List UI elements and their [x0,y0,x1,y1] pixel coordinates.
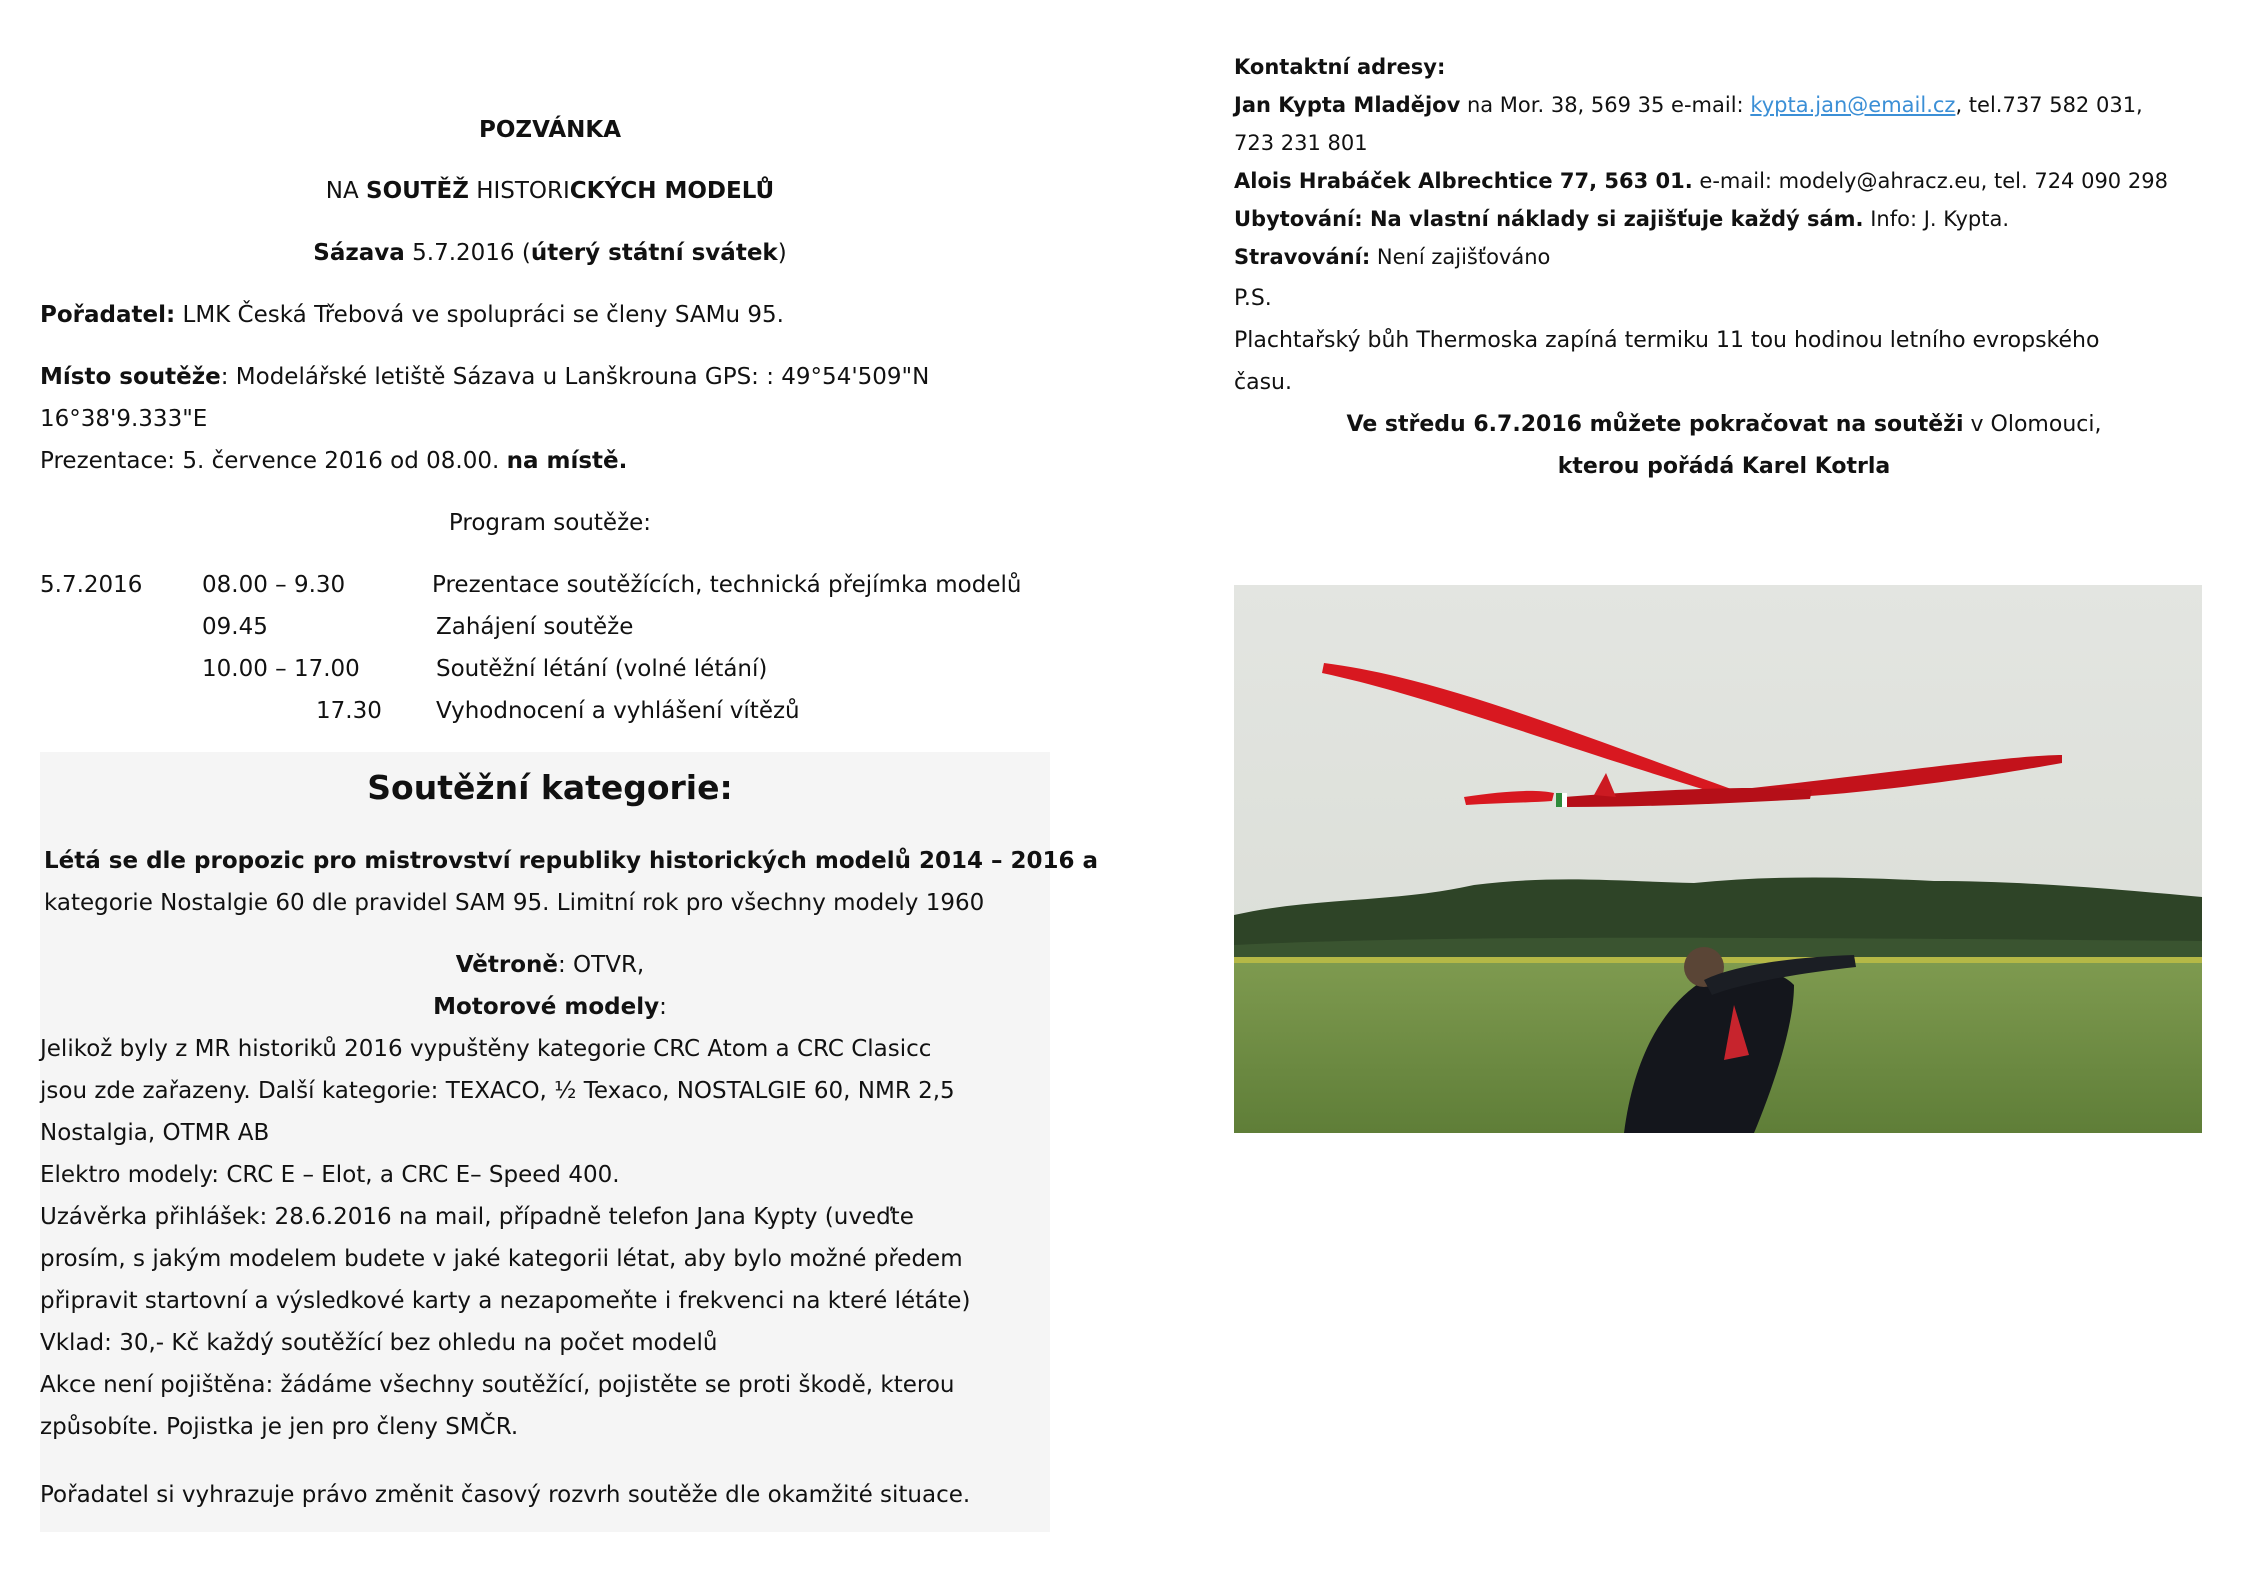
ps-line-2: času. [1234,370,1292,395]
category-line-1: Jelikož byly z MR historiků 2016 vypuštěny kategorie CRC Atom a CRC Clasicc [40,1036,932,1062]
program-time: 08.00 – 9.30 [202,572,346,598]
program-item: Soutěžní létání (volné létání) [436,656,768,682]
event-date: Sázava 5.7.2016 (úterý státní svátek) [313,240,787,266]
next-contest-line-2: kterou pořádá Karel Kotrla [1557,454,1891,479]
lodging-line: Ubytování: Na vlastní náklady si zajišťuje každý sám. Info: J. Kypta. [1234,207,2010,231]
motor-line: Motorové modely: [433,994,667,1020]
right-page [1234,0,2214,1590]
insurance-line-1: Akce není pojištěna: žádáme všechny soutěžící, pojistěte se proti škodě, kterou [40,1372,955,1398]
deadline-line-3: připravit startovní a výsledkové karty a nezapomeňte i frekvenci na které létáte) [40,1288,971,1314]
closing-note: Pořadatel si vyhrazuje právo změnit časový rozvrh soutěže dle okamžité situace. [40,1482,971,1508]
contact-1: Jan Kypta Mladějov na Mor. 38, 569 35 e-mail: kypta.jan@email.cz, tel.737 582 031, [1234,93,2143,117]
food-line: Stravování: Není zajišťováno [1234,245,1551,269]
program-time: 09.45 [202,614,268,640]
presentation-line: Prezentace: 5. července 2016 od 08.00. na místě. [40,448,628,474]
place-gps: 16°38'9.333"E [40,406,208,432]
category-line-2: jsou zde zařazeny. Další kategorie: TEXACO, ½ Texaco, NOSTALGIE 60, NMR 2,5 [40,1078,955,1104]
program-item: Prezentace soutěžících, technická přejímka modelů [432,572,1022,598]
organizer-line: Pořadatel: LMK Česká Třebová ve spolupráci se členy SAMu 95. [40,302,784,328]
left-page [40,0,1099,1590]
electro-line: Elektro modely: CRC E – Elot, a CRC E– Speed 400. [40,1162,620,1188]
contact-2: Alois Hrabáček Albrechtice 77, 563 01. e-mail: modely@ahracz.eu, tel. 724 090 298 [1234,169,2168,193]
insurance-line-2: způsobíte. Pojistka je jen pro členy SMČR. [40,1414,519,1440]
contacts-title: Kontaktní adresy: [1234,55,1446,79]
contact-1-phone: 723 231 801 [1234,131,1368,155]
program-time: 10.00 – 17.00 [202,656,360,682]
invitation-title: POZVÁNKA [479,117,621,143]
email-link[interactable]: kypta.jan@email.cz [1750,93,1956,117]
deadline-line-1: Uzávěrka přihlášek: 28.6.2016 na mail, případně telefon Jana Kypty (uveďte [40,1204,914,1230]
next-contest-line-1: Ve středu 6.7.2016 můžete pokračovat na soutěži v Olomouci, [1346,412,2102,437]
gliders-line: Větroně: OTVR, [455,952,645,978]
invitation-subtitle: NA SOUTĚŽ HISTORICKÝCH MODELŮ [325,178,775,204]
fee-line: Vklad: 30,- Kč každý soutěžící bez ohledu na počet modelů [40,1330,718,1356]
program-title: Program soutěže: [448,510,652,536]
rules-line-2: kategorie Nostalgie 60 dle pravidel SAM 95. Limitní rok pro všechny modely 1960 [44,890,985,916]
category-line-3: Nostalgia, OTMR AB [40,1120,270,1146]
program-date: 5.7.2016 [40,572,143,598]
categories-heading: Soutěžní kategorie: [367,768,733,807]
place-line: Místo soutěže: Modelářské letiště Sázava u Lanškrouna GPS: : 49°54'509"N [40,364,930,390]
glider-launch-photo [1234,585,2202,1133]
ps-line-1: Plachtařský bůh Thermoska zapíná termiku 11 tou hodinou letního evropského [1234,328,2100,353]
program-item: Vyhodnocení a vyhlášení vítězů [436,698,800,724]
deadline-line-2: prosím, s jakým modelem budete v jaké kategorii létat, aby bylo možné předem [40,1246,963,1272]
program-item: Zahájení soutěže [436,614,634,640]
ps-label: P.S. [1234,286,1272,311]
program-time: 17.30 [316,698,382,724]
rules-line-1: Létá se dle propozic pro mistrovství republiky historických modelů 2014 – 2016 a [44,848,1099,874]
